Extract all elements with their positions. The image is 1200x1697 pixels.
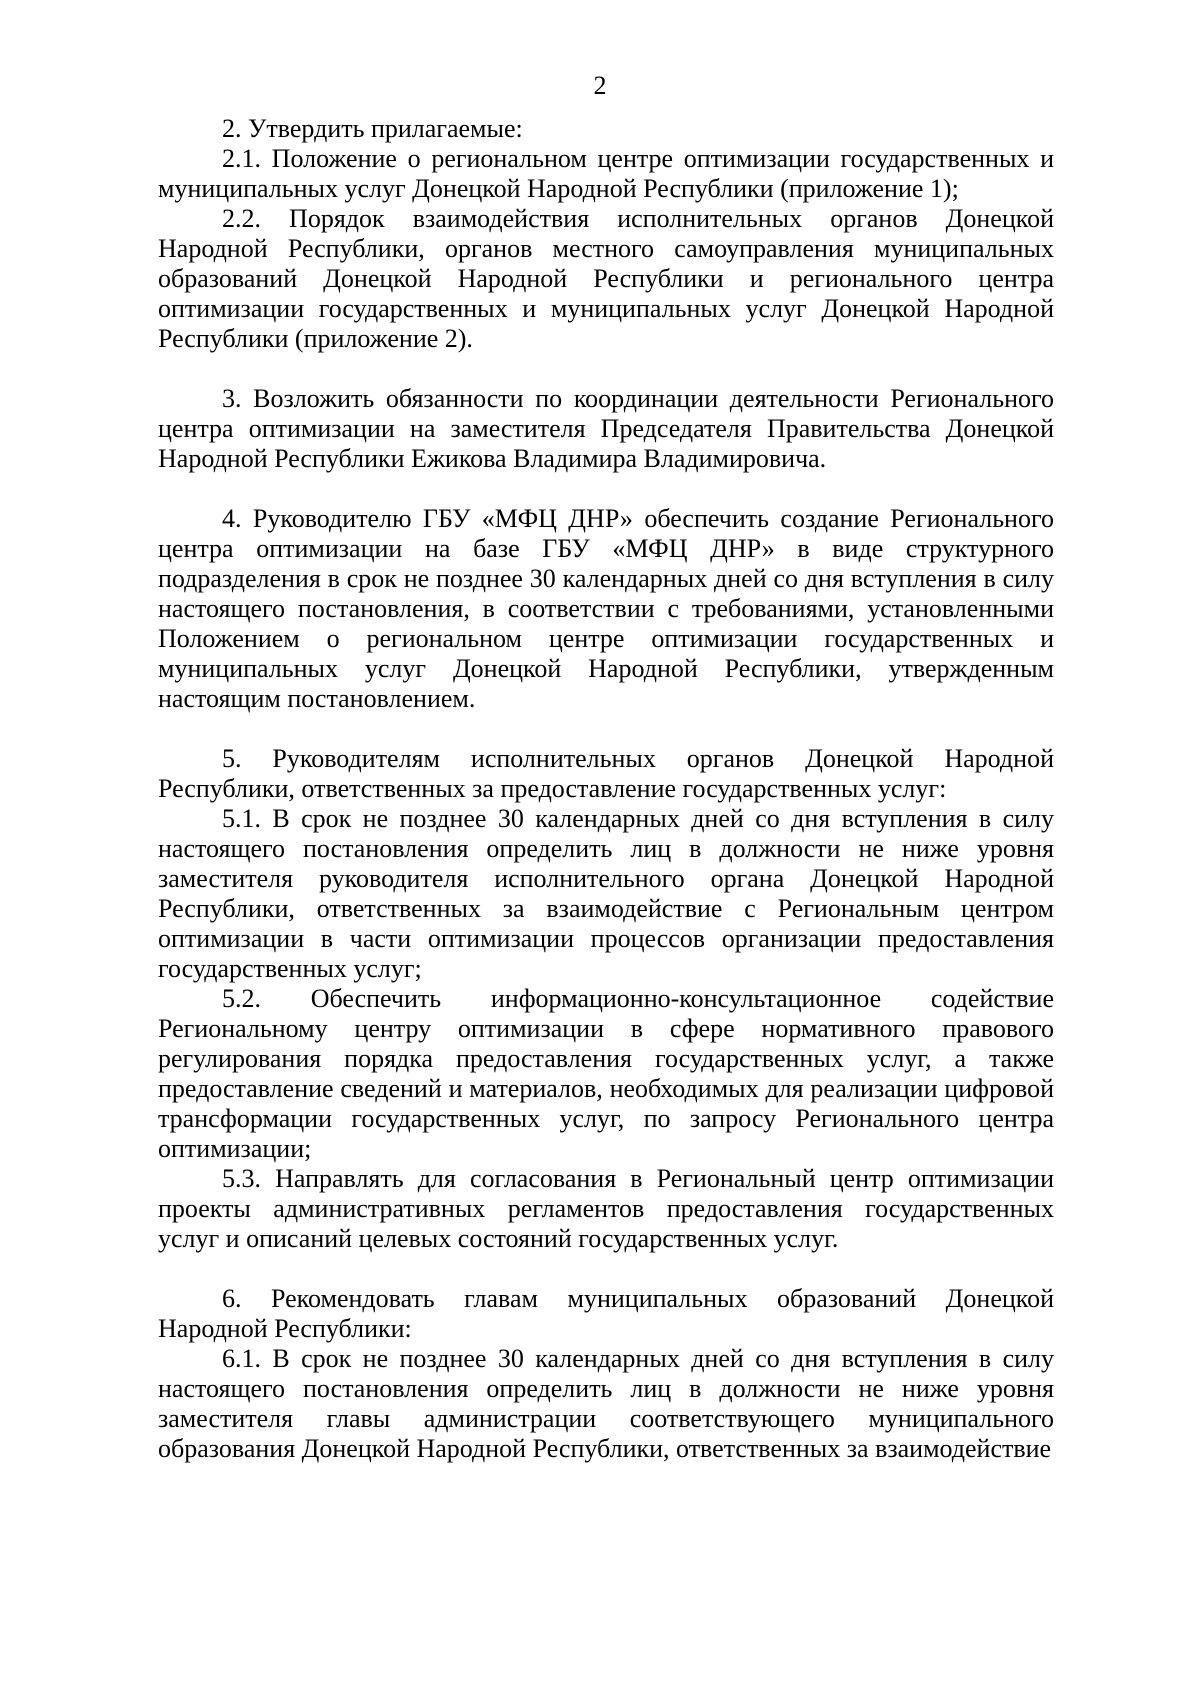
paragraph-4: 4. Руководителю ГБУ «МФЦ ДНР» обеспечить создание Регионального центра оптимизации на базе ГБУ «МФЦ ДНР» в виде структурного подразделения в срок не позднее 30 календарных дней со дня вступления в силу настоящего постановления, в соответствии с требованиями, установленными Положением о региональном центре оптимизации государственных и муниципальных услуг Донецкой Народной Республики, утвержденным настоящим постановлением. — [158, 504, 1054, 713]
paragraph-2-1: 2.1. Положение о региональном центре оптимизации государственных и муниципальных услуг Донецкой Народной Республики (приложение 1); — [158, 144, 1054, 203]
paragraph-5-3: 5.3. Направлять для согласования в Региональный центр оптимизации проекты административных регламентов предоставления государственных услуг и описаний целевых состояний государственных услуг. — [158, 1164, 1054, 1253]
paragraph-2: 2. Утвердить прилагаемые: — [222, 114, 523, 143]
paragraph-5: 5. Руководителям исполнительных органов Донецкой Народной Республики, ответственных за предоставление государственных услуг: — [158, 744, 1054, 803]
page-number: 2 — [593, 71, 607, 100]
paragraph-2-2: 2.2. Порядок взаимодействия исполнительных органов Донецкой Народной Республики, органов местного самоуправления муниципальных образований Донецкой Народной Республики и регионального центра оптимизации государственных и муниципальных услуг Донецкой Народной Республики (приложение 2). — [158, 204, 1054, 353]
paragraph-5-2: 5.2. Обеспечить информационно-консультационное содействие Региональному центру оптимизации в сфере нормативного правового регулирования порядка предоставления государственных услуг, а также предоставление сведений и материалов, необходимых для реализации цифровой трансформации государственных услуг, по запросу Регионального центра оптимизации; — [158, 984, 1054, 1163]
paragraph-6: 6. Рекомендовать главам муниципальных образований Донецкой Народной Республики: — [158, 1284, 1054, 1343]
paragraph-3: 3. Возложить обязанности по координации деятельности Регионального центра оптимизации на заместителя Председателя Правительства Донецкой Народной Республики Ежикова Владимира Владимировича. — [158, 384, 1054, 473]
paragraph-6-1: 6.1. В срок не позднее 30 календарных дней со дня вступления в силу настоящего постановления определить лиц в должности не ниже уровня заместителя главы администрации соответствующего муниципального образования Донецкой Народной Республики, ответственных за взаимодействие — [158, 1344, 1054, 1463]
paragraph-5-1: 5.1. В срок не позднее 30 календарных дней со дня вступления в силу настоящего постановления определить лиц в должности не ниже уровня заместителя руководителя исполнительного органа Донецкой Народной Республики, ответственных за взаимодействие с Региональным центром оптимизации в части оптимизации процессов организации предоставления государственных услуг; — [158, 804, 1054, 983]
document-body — [158, 114, 1054, 1464]
